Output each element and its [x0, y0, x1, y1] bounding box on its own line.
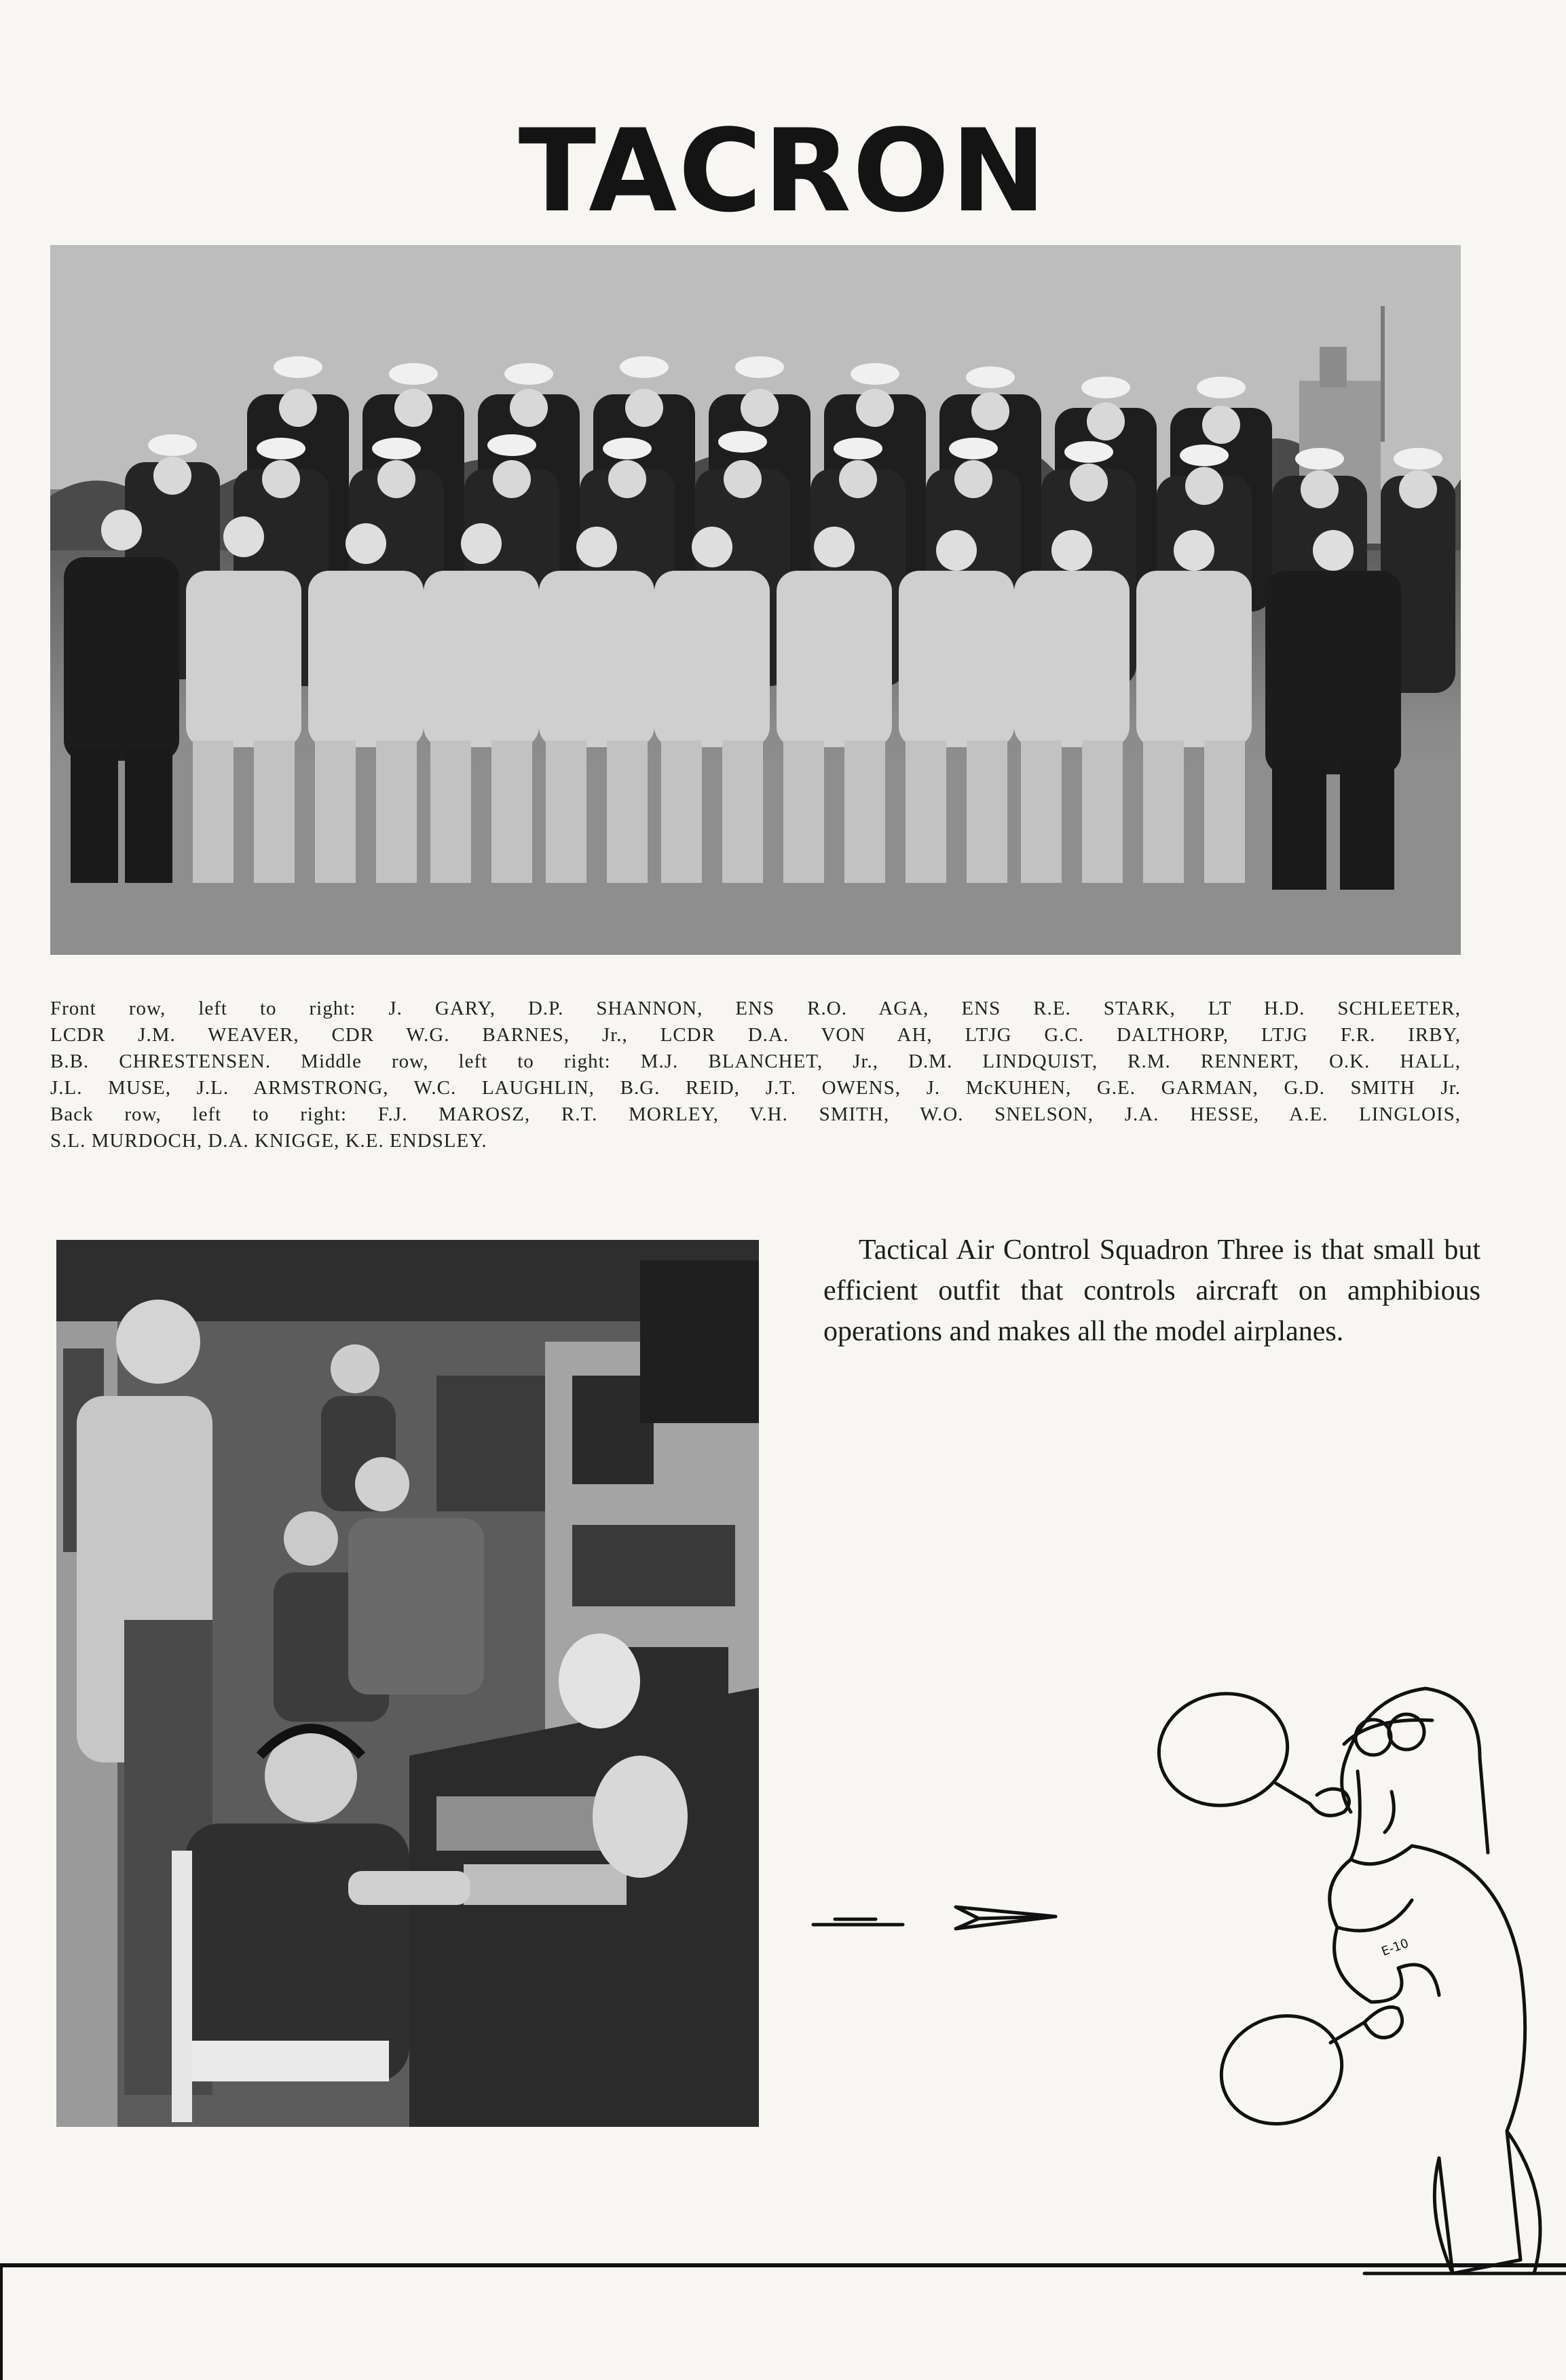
group-photo: [50, 245, 1461, 955]
caption-line-2: LCDR J.M. WEAVER, CDR W.G. BARNES, Jr., LCDR D.A. VON AH, LTJG G.C. DALTHORP, LTJG F.R. IRBY,: [50, 1024, 1461, 1046]
caption-line-1: Front row, left to right: J. GARY, D.P. SHANNON, ENS R.O. AGA, ENS R.E. STARK, LT H.D. SCHLEETER,: [50, 998, 1461, 1019]
cartoon-illustration: [801, 1683, 1566, 2280]
sleeve-insignia: E-10: [1379, 1936, 1411, 1959]
intro-paragraph: Tactical Air Control Squadron Three is that small but efficient outfit that controls aircraft on amphibious operations and makes all the model airplanes.: [823, 1234, 1480, 1347]
paddle-flyer-cartoon: [801, 1683, 1566, 2280]
caption-line-5: Back row, left to right: F.J. MAROSZ, R.T. MORLEY, V.H. SMITH, W.O. SNELSON, J.A. HESSE, A.E. LINGLOIS,: [50, 1103, 1461, 1125]
photo-caption: [50, 996, 1461, 1154]
caption-line-3: B.B. CHRESTENSEN. Middle row, left to right: M.J. BLANCHET, Jr., D.M. LINDQUIST, R.M. RENNERT, O.K. HALL,: [50, 1051, 1461, 1072]
group-photo-image: [50, 245, 1461, 955]
control-room-photo: [56, 1240, 759, 2127]
caption-line-4: J.L. MUSE, J.L. ARMSTRONG, W.C. LAUGHLIN, B.G. REID, J.T. OWENS, J. McKUHEN, G.E. GARMAN, G.D. SMITH Jr.: [50, 1077, 1461, 1099]
page-spine-line: [0, 2263, 3, 2380]
page-title: TACRON: [518, 105, 1048, 238]
caption-line-6: S.L. MURDOCH, D.A. KNIGGE, K.E. ENDSLEY.: [50, 1130, 487, 1152]
page-bottom-rule: [0, 2263, 1566, 2267]
control-room-image: [56, 1240, 759, 2127]
